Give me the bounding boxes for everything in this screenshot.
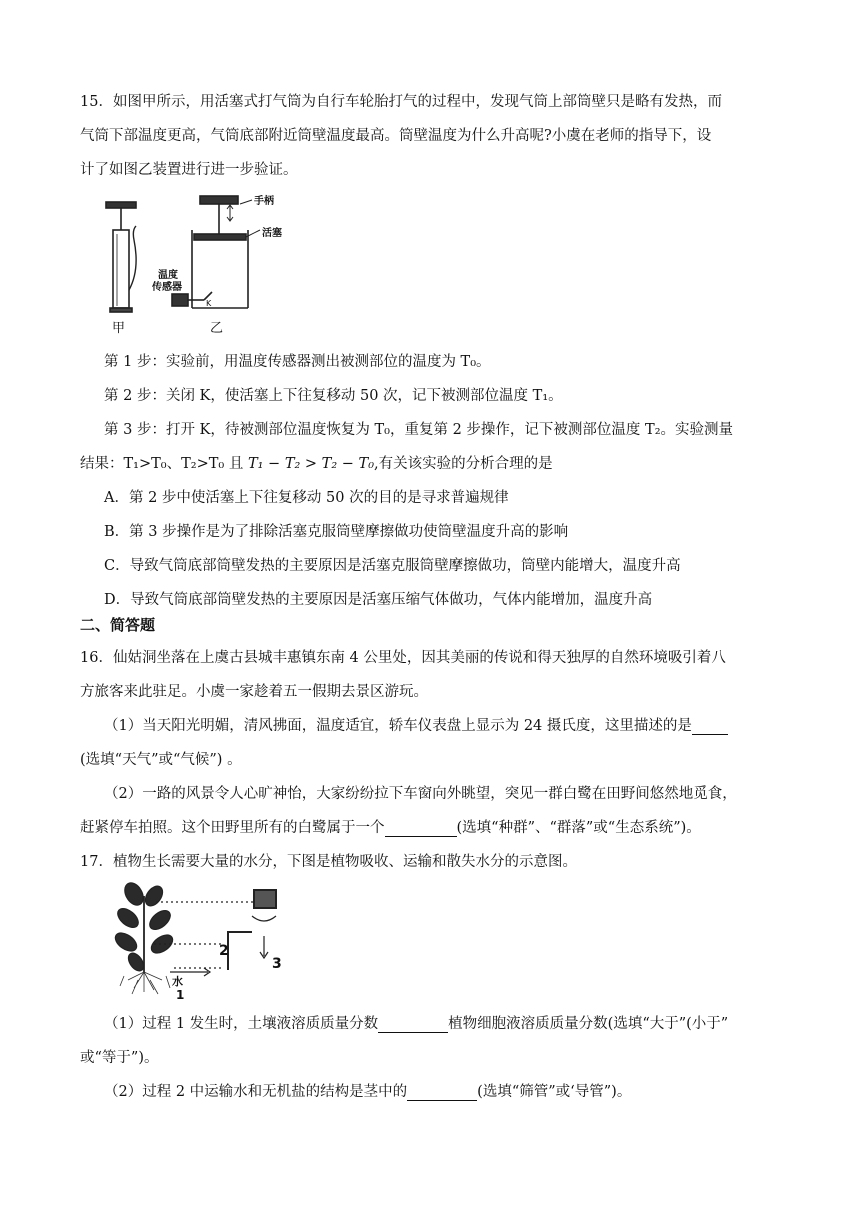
- section-heading: 二、简答题: [80, 616, 156, 634]
- figure-label-handle: 手柄: [254, 196, 274, 207]
- q17-part-2-text-b: (选填“筛管”或‘导管”)。: [477, 1084, 632, 1100]
- plant-drawing: [112, 880, 176, 974]
- q17-part-1-text-b: 植物细胞液溶质质量分数(选填“大于”(小于”: [448, 1016, 729, 1032]
- q17-answer-blank-1[interactable]: [378, 1014, 448, 1033]
- figure-label-k: K: [206, 299, 212, 308]
- q15-step-1: 第 1 步：实验前，用温度传感器测出被测部位的温度为 T₀。: [104, 354, 491, 370]
- q15-line-3: 计了如图乙装置进行进一步验证。: [80, 162, 298, 178]
- q17-part-1-line-1: [104, 1012, 728, 1033]
- q16-answer-blank-1[interactable]: [692, 716, 728, 735]
- root-drawing: [120, 972, 170, 994]
- q15-step-2: 第 2 步：关闭 K，使活塞上下往复移动 50 次，记下被测部位温度 T₁。: [104, 388, 563, 404]
- figure-label-2: 2: [219, 943, 229, 959]
- figure-label-water: 水: [172, 975, 183, 988]
- q15-step-3-line-1: 第 3 步：打开 K，待被测部位温度恢复为 T₀，重复第 2 步操作，记下被测部位温度 T₂。实验测量: [104, 422, 734, 438]
- q17-part-2: [104, 1080, 631, 1101]
- q15-math-inequality: T₁ − T₂ > T₂ − T₀: [247, 456, 375, 472]
- q15-line-1: 15．如图甲所示，用活塞式打气筒为自行车轮胎打气的过程中，发现气筒上部筒壁只是略有发热，而: [80, 94, 722, 110]
- q17-line-1: 17．植物生长需要大量的水分，下图是植物吸收、运输和散失水分的示意图。: [80, 854, 577, 870]
- figure-label-yi: 乙: [210, 321, 224, 336]
- figure-label-jia: 甲: [112, 321, 126, 336]
- figure-label-sensor-2: 传感器: [152, 282, 182, 293]
- q17-part-2-text-a: （2）过程 2 中运输水和无机盐的结构是茎中的: [104, 1084, 408, 1100]
- q16-part-2-text-b: (选填“种群”、“群落”或“生态系统”)。: [456, 820, 701, 836]
- figure-label-3: 3: [272, 956, 282, 972]
- option-a: A．第 2 步中使活塞上下往复移动 50 次的目的是寻求普遍规律: [104, 490, 509, 506]
- q15-step-3-line-2: [80, 452, 553, 473]
- q16-part-2-text-a: 赶紧停车拍照。这个田野里所有的白鹭属于一个: [80, 820, 385, 836]
- figure-label-sensor-1: 温度: [158, 270, 178, 281]
- q17-part-1-text-a: （1）过程 1 发生时，土壤液溶质质量分数: [104, 1016, 379, 1032]
- option-d: D．导致气筒底部筒壁发热的主要原因是活塞压缩气体做功，气体内能增加，温度升高: [104, 592, 653, 608]
- q16-part-2-line-1: （2）一路的风景令人心旷神怡，大家纷纷拉下车窗向外眺望，突见一群白鹭在田野间悠然地觅食，: [104, 786, 737, 802]
- q16-line-1: 16．仙姑洞坐落在上虞古县城丰惠镇东南 4 公里处，因其美丽的传说和得天独厚的自然环境吸引着八: [80, 650, 726, 666]
- figure-label-piston: 活塞: [262, 228, 282, 239]
- q16-part-1-line-1: [104, 714, 728, 735]
- piston-cylinder-drawing: [172, 196, 260, 308]
- q16-part-1-line-2: (选填“天气”或“气候”) 。: [80, 752, 242, 768]
- pump-figure: [100, 190, 320, 340]
- q16-line-2: 方旅客来此驻足。小虞一家趁着五一假期去景区游玩。: [80, 684, 428, 700]
- q17-answer-blank-2[interactable]: [407, 1082, 477, 1101]
- q17-part-1-line-2: 或“等于”)。: [80, 1050, 159, 1066]
- q16-part-2-line-2: [80, 816, 701, 837]
- process-arrows: [170, 890, 276, 976]
- plant-water-figure: [104, 876, 304, 1002]
- q15-line-2: 气筒下部温度更高，气筒底部附近筒壁温度最高。筒壁温度为什么升高呢?小虞在老师的指导下，设: [80, 128, 712, 144]
- bicycle-pump-drawing: [106, 202, 136, 312]
- q16-part-1-text: （1）当天阳光明媚，清风拂面，温度适宜，轿车仪表盘上显示为 24 摄氏度，这里描述的是: [104, 718, 692, 734]
- q15-step-3-text-a: 结果：T₁>T₀、T₂>T₀ 且: [80, 456, 248, 472]
- option-c: C．导致气筒底部筒壁发热的主要原因是活塞克服筒壁摩擦做功，筒壁内能增大，温度升高: [104, 558, 681, 574]
- option-b: B．第 3 步操作是为了排除活塞克服筒壁摩擦做功使筒壁温度升高的影响: [104, 524, 569, 540]
- q16-answer-blank-2[interactable]: [385, 818, 457, 837]
- q15-step-3-text-b: ,有关该实验的分析合理的是: [374, 456, 553, 472]
- figure-label-1: 1: [176, 988, 185, 1002]
